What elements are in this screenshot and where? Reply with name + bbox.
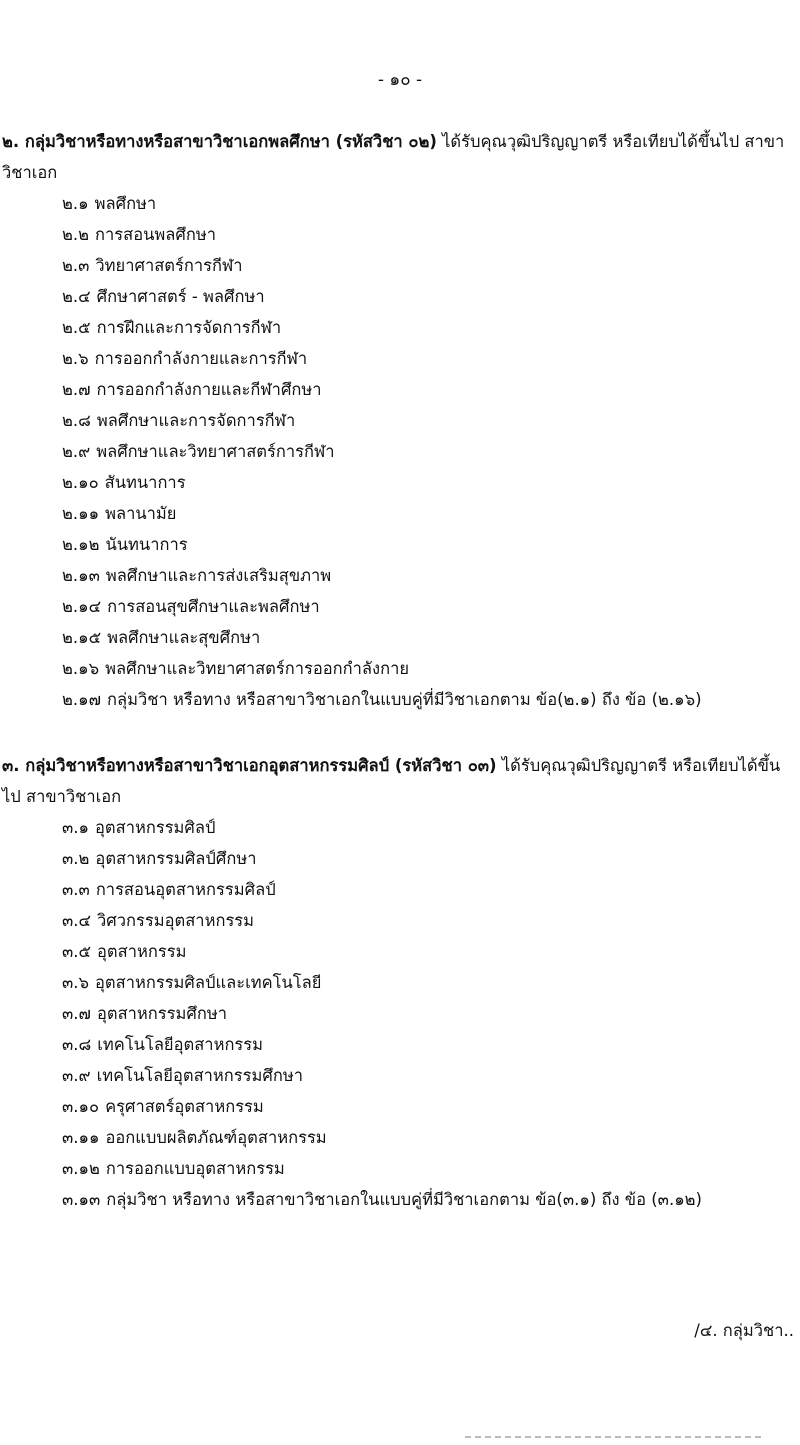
page-continuation-marker: /๔. กลุ่มวิชา.. [694, 1321, 794, 1340]
item-text: สันทนาการ [104, 473, 186, 492]
list-item [62, 812, 800, 843]
item-text: การสอนอุตสาหกรรมศิลป์ [95, 880, 276, 899]
list-item [62, 560, 800, 591]
item-number: ๓.๑๐ [62, 1097, 100, 1116]
item-text: วิทยาศาสตร์การกีฬา [95, 256, 243, 275]
item-number: ๒.๑๒ [62, 535, 100, 554]
list-item [62, 405, 800, 436]
list-item [62, 281, 800, 312]
item-text: กลุ่มวิชา หรือทาง หรือสาขาวิชาเอกในแบบคู่ที่มีวิชาเอกตาม ข้อ(๒.๑) ถึง ข้อ (๒.๑๖) [107, 690, 702, 709]
item-text: อุตสาหกรรมศิลป์และเทคโนโลยี [95, 973, 322, 992]
section-heading [0, 126, 800, 188]
item-number: ๓.๘ [62, 1035, 92, 1054]
item-number: ๒.๕ [62, 318, 91, 337]
major-list [0, 812, 800, 1215]
item-number: ๒.๙ [62, 442, 91, 461]
item-number: ๒.๑๓ [62, 566, 100, 585]
list-item [62, 843, 800, 874]
item-number: ๓.๑๒ [62, 1159, 100, 1178]
item-number: ๓.๓ [62, 880, 90, 899]
item-text: ศึกษาศาสตร์ - พลศึกษา [96, 287, 265, 306]
list-item [62, 653, 800, 684]
item-number: ๓.๕ [62, 942, 92, 961]
item-text: อุตสาหกรรมศิลป์ [95, 818, 216, 837]
item-text: พลศึกษา [94, 194, 157, 213]
section-heading-title: ๒. กลุ่มวิชาหรือทางหรือสาขาวิชาเอกพลศึกษา (รหัสวิชา ๐๒) [2, 132, 437, 151]
item-number: ๒.๖ [62, 349, 89, 368]
item-text: การออกกำลังกายและการกีฬา [94, 349, 308, 368]
item-text: การสอนพลศึกษา [95, 225, 216, 244]
item-text: พลศึกษาและการส่งเสริมสุขภาพ [105, 566, 332, 585]
list-item [62, 874, 800, 905]
list-item [62, 1029, 800, 1060]
list-item [62, 1153, 800, 1184]
item-number: ๓.๑๑ [62, 1128, 100, 1147]
item-text: พลศึกษาและวิทยาศาสตร์การออกกำลังกาย [105, 659, 410, 678]
item-text: ออกแบบผลิตภัณฑ์อุตสาหกรรม [105, 1128, 327, 1147]
item-number: ๒.๑๑ [62, 504, 100, 523]
item-number: ๒.๘ [62, 411, 91, 430]
item-number: ๒.๑๗ [62, 690, 102, 709]
item-number: ๒.๔ [62, 287, 91, 306]
item-text: พลานามัย [105, 504, 177, 523]
scan-footer-artifact [465, 1436, 765, 1438]
section-heading [0, 750, 800, 812]
item-text: วิศวกรรมอุตสาหกรรม [97, 911, 255, 930]
item-text: การฝึกและการจัดการกีฬา [96, 318, 282, 337]
section-physical-education [0, 126, 800, 715]
item-number: ๒.๗ [62, 380, 91, 399]
list-item [62, 436, 800, 467]
list-item [62, 967, 800, 998]
section-heading-title: ๓. กลุ่มวิชาหรือทางหรือสาขาวิชาเอกอุตสาหกรรมศิลป์ (รหัสวิชา ๐๓) [2, 756, 497, 775]
item-text: การออกกำลังกายและกีฬาศึกษา [96, 380, 322, 399]
item-number: ๓.๑๓ [62, 1190, 101, 1209]
item-number: ๓.๗ [62, 1004, 91, 1023]
list-item [62, 684, 800, 715]
item-number: ๒.๑๔ [62, 597, 102, 616]
item-text: อุตสาหกรรมศิลป์ศึกษา [95, 849, 257, 868]
list-item [62, 1184, 800, 1215]
item-text: พลศึกษาและการจัดการกีฬา [96, 411, 296, 430]
item-text: กลุ่มวิชา หรือทาง หรือสาขาวิชาเอกในแบบคู่ที่มีวิชาเอกตาม ข้อ(๓.๑) ถึง ข้อ (๓.๑๒) [106, 1190, 702, 1209]
list-item [62, 343, 800, 374]
list-item [62, 498, 800, 529]
item-number: ๓.๔ [62, 911, 92, 930]
list-item [62, 467, 800, 498]
item-number: ๒.๑๐ [62, 473, 99, 492]
section-heading-requirement: ได้รับคุณวุฒิปริญญาตรี หรือเทียบได้ขึ้นไป สาขาวิชาเอก [2, 132, 785, 182]
item-text: การสอนสุขศึกษาและพลศึกษา [107, 597, 320, 616]
item-number: ๒.๒ [62, 225, 89, 244]
item-text: พลศึกษาและสุขศึกษา [107, 628, 261, 647]
item-number: ๓.๙ [62, 1066, 91, 1085]
item-number: ๓.๖ [62, 973, 89, 992]
list-item [62, 188, 800, 219]
item-number: ๒.๓ [62, 256, 90, 275]
section-industrial-arts [0, 750, 800, 1215]
item-number: ๒.๑๖ [62, 659, 100, 678]
list-item [62, 312, 800, 343]
list-item [62, 998, 800, 1029]
list-item [62, 1060, 800, 1091]
item-number: ๓.๑ [62, 818, 89, 837]
item-text: อุตสาหกรรมศึกษา [96, 1004, 227, 1023]
section-heading-requirement: ได้รับคุณวุฒิปริญญาตรี หรือเทียบได้ขึ้นไป สาขาวิชาเอก [2, 756, 781, 806]
item-text: เทคโนโลยีอุตสาหกรรมศึกษา [96, 1066, 303, 1085]
major-list [0, 188, 800, 715]
list-item [62, 622, 800, 653]
item-text: การออกแบบอุตสาหกรรม [105, 1159, 285, 1178]
list-item [62, 529, 800, 560]
item-text: อุตสาหกรรม [97, 942, 187, 961]
list-item [62, 1091, 800, 1122]
page-number: - ๑๐ - [377, 70, 423, 90]
item-text: พลศึกษาและวิทยาศาสตร์การกีฬา [96, 442, 335, 461]
item-number: ๒.๑๕ [62, 628, 102, 647]
item-number: ๓.๒ [62, 849, 90, 868]
list-item [62, 250, 800, 281]
list-item [62, 1122, 800, 1153]
list-item [62, 374, 800, 405]
list-item [62, 905, 800, 936]
item-number: ๒.๑ [62, 194, 89, 213]
list-item [62, 219, 800, 250]
item-text: เทคโนโลยีอุตสาหกรรม [97, 1035, 264, 1054]
list-item [62, 936, 800, 967]
list-item [62, 591, 800, 622]
item-text: นันทนาการ [105, 535, 188, 554]
item-text: ครุศาสตร์อุตสาหกรรม [105, 1097, 264, 1116]
